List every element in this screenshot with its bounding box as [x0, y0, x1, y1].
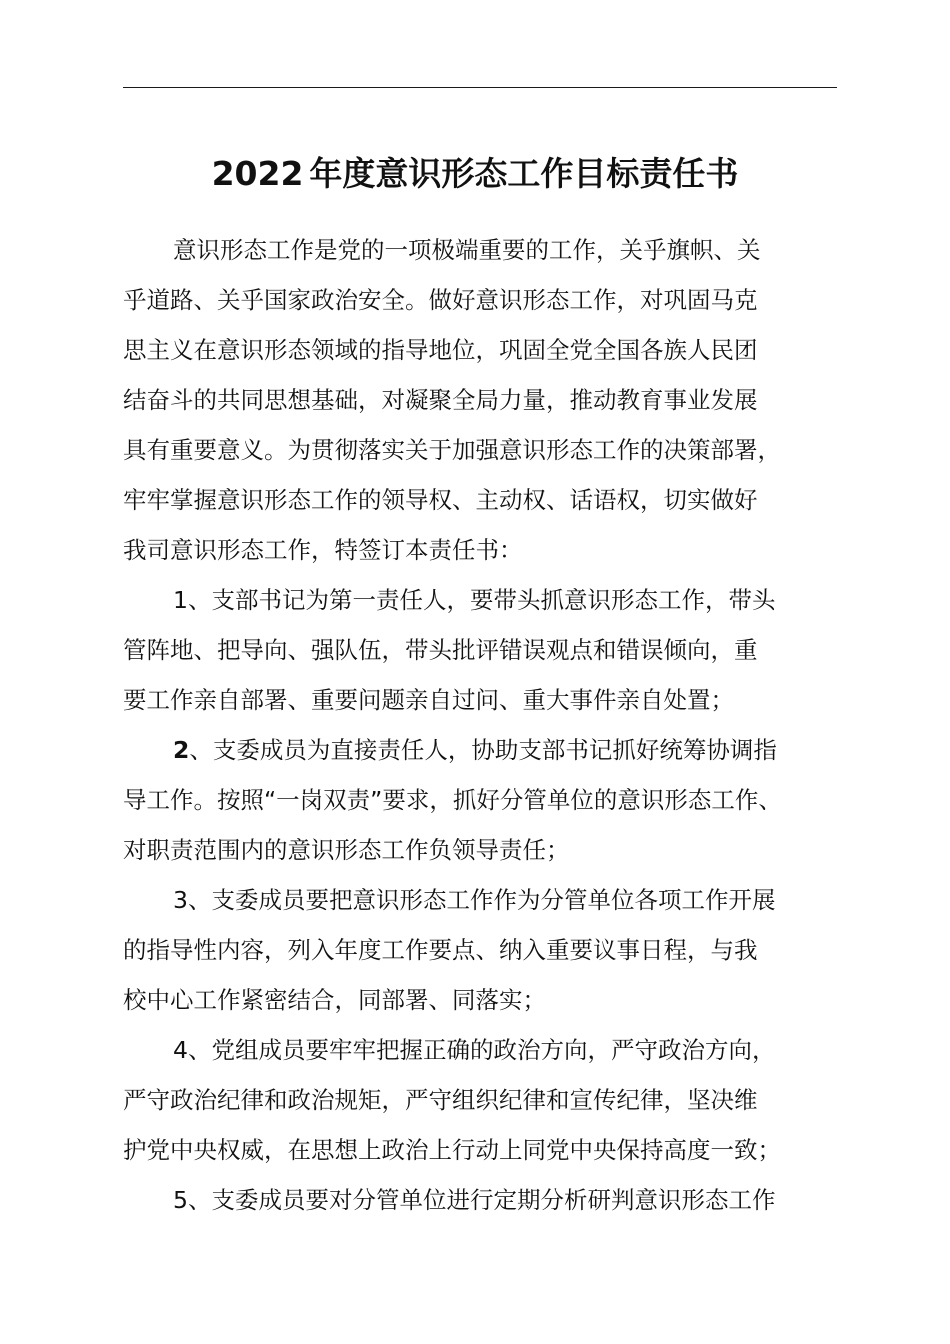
- text-fragment: 、支委成员为直接责任人，协助支部书记抓好统筹协调指: [189, 736, 777, 764]
- text-line: 具有重要意义。为贯彻落实关于加强意识形态工作的决策部署，: [123, 436, 781, 464]
- item-number: 2: [173, 736, 190, 764]
- paragraph-item-3: [123, 875, 863, 1025]
- text-line: 校中心工作紧密结合，同部署、同落实；: [123, 986, 546, 1014]
- text-line: 我司意识形态工作，特签订本责任书：: [123, 536, 523, 564]
- text-line: 牢牢掌握意识形态工作的领导权、主动权、话语权，切实做好: [123, 486, 758, 514]
- document-title: [0, 148, 950, 200]
- text-line: 对职责范围内的意识形态工作负领导责任；: [123, 836, 570, 864]
- text-line: 乎道路、关乎国家政治安全。做好意识形态工作，对巩固马克: [123, 286, 758, 314]
- text-line: 要工作亲自部署、重要问题亲自过问、重大事件亲自处置；: [123, 686, 734, 714]
- text-line: 1、支部书记为第一责任人，要带头抓意识形态工作，带头: [173, 586, 776, 614]
- text-line: 3、支委成员要把意识形态工作作为分管单位各项工作开展: [173, 886, 776, 914]
- header-rule: [123, 87, 837, 88]
- paragraph-item-2: [123, 725, 863, 875]
- text-line: 思主义在意识形态领域的指导地位，巩固全党全国各族人民团: [123, 336, 758, 364]
- text-line: [123, 725, 863, 775]
- title-text: 年度意识形态工作目标责任书: [309, 154, 739, 193]
- text-line: 管阵地、把导向、强队伍，带头批评错误观点和错误倾向，重: [123, 636, 758, 664]
- paragraph-item-5: [123, 1175, 863, 1225]
- text-line: 护党中央权威，在思想上政治上行动上同党中央保持高度一致；: [123, 1136, 781, 1164]
- text-line: 意识形态工作是党的一项极端重要的工作，关乎旗帜、关: [173, 236, 761, 264]
- paragraph-intro: [123, 225, 863, 575]
- document-body: [123, 225, 863, 1225]
- paragraph-item-4: [123, 1025, 863, 1175]
- text-line: 的指导性内容，列入年度工作要点、纳入重要议事日程，与我: [123, 936, 758, 964]
- text-line: 4、党组成员要牢牢把握正确的政治方向，严守政治方向，: [173, 1036, 776, 1064]
- text-line: 严守政治纪律和政治规矩，严守组织纪律和宣传纪律，坚决维: [123, 1086, 758, 1114]
- text-line: 5、支委成员要对分管单位进行定期分析研判意识形态工作: [173, 1186, 776, 1214]
- text-line: 结奋斗的共同思想基础，对凝聚全局力量，推动教育事业发展: [123, 386, 758, 414]
- paragraph-item-1: [123, 575, 863, 725]
- text-line: 导工作。按照“一岗双责”要求，抓好分管单位的意识形态工作、: [123, 786, 782, 814]
- title-year: 2022: [211, 154, 304, 193]
